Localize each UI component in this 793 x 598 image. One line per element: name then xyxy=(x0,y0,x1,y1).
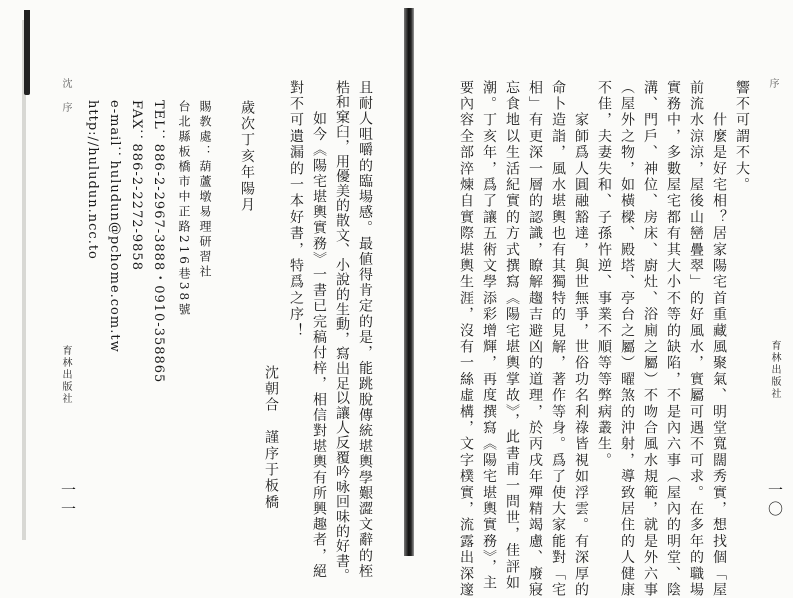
right-page xyxy=(415,0,793,598)
contact-line: 賜教處：葫蘆墩易理研習社 xyxy=(198,100,212,280)
signature: 沈朝合 謹序于板橋 xyxy=(263,365,279,511)
left-page xyxy=(0,0,405,584)
text-column: 溝、門戶、神位、房床、廚灶、浴廁之屬）不吻合風水規範，就是外六事 xyxy=(642,80,658,598)
text-column: 不佳，夫妻失和、子孫忤逆、事業不順等等弊病叢生。 xyxy=(596,80,612,469)
page-number: 一〇 xyxy=(766,482,784,520)
text-column: 對不可遺漏的一本好書，特爲之序！ xyxy=(288,80,304,340)
text-column: 潮。丁亥年，爲了讓五術文學添彩增輝，再度撰寫《陽宅堪輿實務》，主 xyxy=(481,80,497,592)
text-column: 相」有更深一層的認識，瞭解趨吉避凶的道理，於丙戌年殫精竭慮、廢寢 xyxy=(527,80,543,598)
contact-email: e-mail：huludun@pchome.com.tw xyxy=(107,100,122,353)
contact-address: 台北縣板橋市中正路216巷38號 xyxy=(177,100,191,319)
text-column: 實務中，多數屋宅都有其大小不等的缺陷，不是內六事（屋內的明堂、陰 xyxy=(665,80,681,598)
contact-tel: TEL：886-2-2967-3888・0910-358865 xyxy=(151,100,166,384)
running-header: 沈 序 xyxy=(60,78,71,114)
contact-fax: FAX：886-2-2272-9858 xyxy=(129,100,144,271)
text-column: 且耐人咀嚼的臨場感。最値得肯定的是，能跳脫傳統堪輿學艱澀文辭的桎 xyxy=(357,80,373,580)
publisher-label: 育林出版社 xyxy=(60,345,71,405)
text-column: 如今《陽宅堪輿實務》一書已完稿付梓，相信對堪輿有所興趣者，絕 xyxy=(311,80,327,580)
text-column: 前流水涼涼，屋後山巒疊翠」的好風水，實屬可遇不可求。在多年的職場 xyxy=(688,80,704,598)
text-column: 什麼是好宅相？居家陽宅首重藏風聚氣、明堂寬闊秀實，想找個「屋 xyxy=(711,80,727,598)
contact-website: http://huludun.ncc.to xyxy=(85,100,100,260)
publisher-label: 育林出版社 xyxy=(769,340,780,400)
text-column: 忘食地以生活紀實的方式撰寫《陽宅堪輿掌故》，此書甫一問世，佳評如 xyxy=(504,80,520,592)
page-number: 一一 xyxy=(59,482,77,520)
text-column: 命卜造詣，風水堪輿也有其獨特的見解，著作等身。爲了使大家能對「宅 xyxy=(550,80,566,598)
book-spine xyxy=(404,8,414,556)
running-header: 序 xyxy=(767,78,778,90)
text-column: 梏和窠臼，用優美的散文、小說的生動，寫出足以讓人反覆吟咏回味的好書。 xyxy=(334,80,350,584)
text-column: 家師爲人圓融豁達，與世無爭，世俗功名利祿皆視如浮雲。有深厚的 xyxy=(573,80,589,598)
date-line: 歲次丁亥年陽月 xyxy=(239,100,255,214)
text-column: 要內容全部淬煉自實際堪輿生涯，沒有一絲虛構，文字樸實，流露出深邃 xyxy=(458,80,474,598)
text-column: （屋外之物，如橫樑、殿塔、亭台之屬）曜煞的沖射，導致居住的人健康 xyxy=(619,80,635,598)
text-column: 響不可謂不大。 xyxy=(734,80,750,194)
